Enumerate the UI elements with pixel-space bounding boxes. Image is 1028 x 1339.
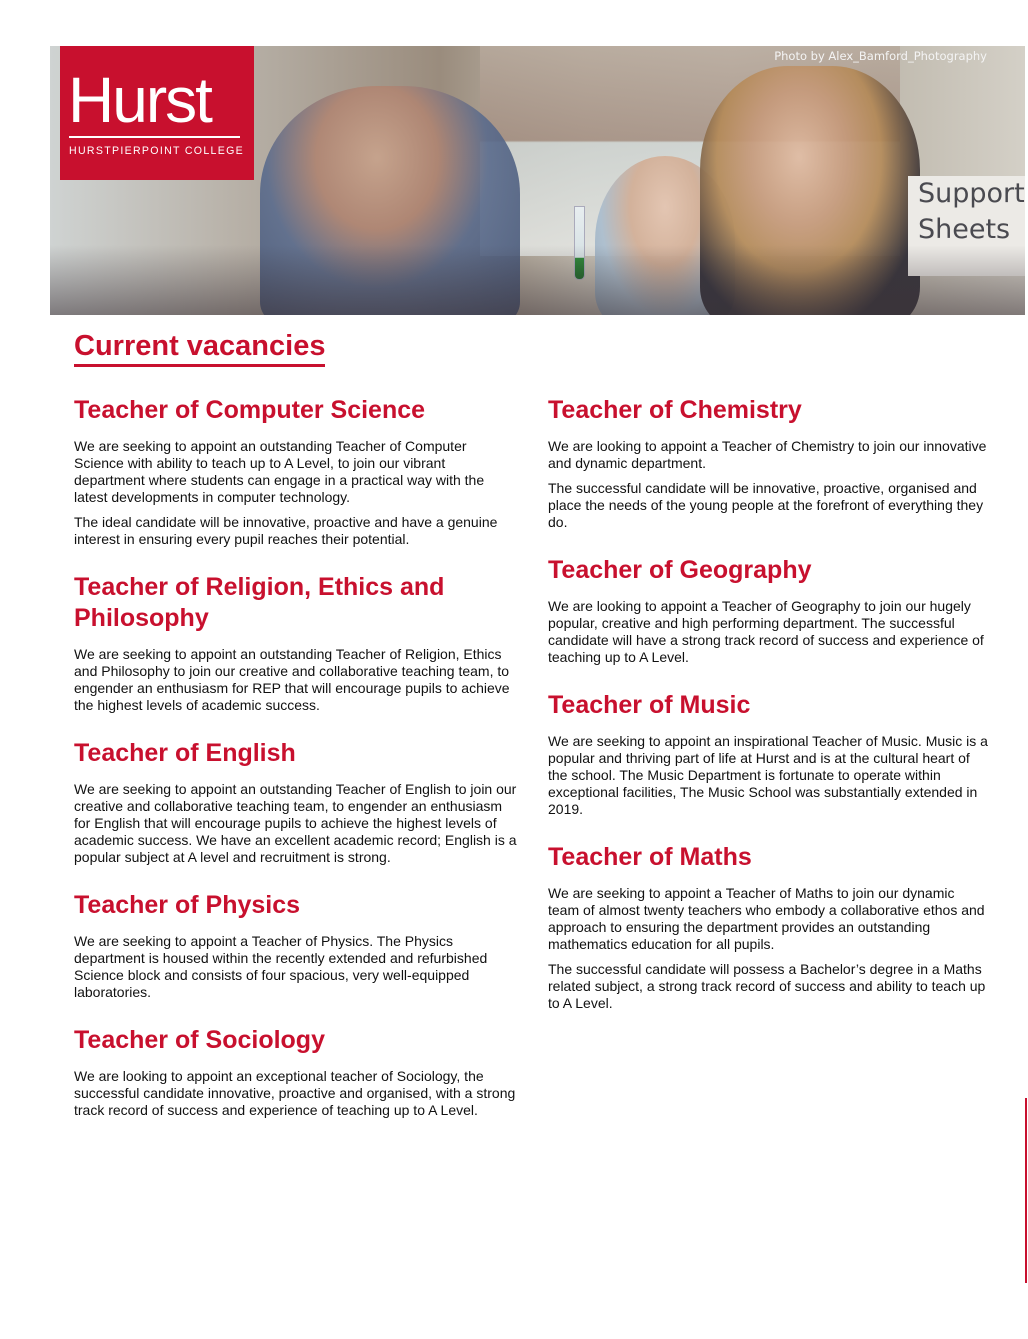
vacancy-text: We are looking to appoint an exceptional teacher of Sociology, the successful candidate innovative, proactive and organised, with a strong track record of success and experience of teaching up to A Level. — [74, 1068, 516, 1118]
vacancy-geography — [548, 555, 988, 666]
photo-credit: Photo by Alex_Bamford_Photography — [774, 49, 987, 63]
vacancy-maths — [548, 842, 988, 1012]
vacancy-text: The successful candidate will possess a Bachelor’s degree in a Maths related subject, a strong track record of success and ability to teach up to A Level. — [548, 961, 986, 1011]
right-column — [548, 395, 988, 1036]
vacancy-text: We are seeking to appoint an inspirational Teacher of Music. Music is a popular and thriving part of life at Hurst and is at the cultural heart of the school. The Music Department is fortunate to operate within exceptional facilities, The Music School was substantially extended in 2019. — [548, 733, 988, 817]
vacancy-title: Teacher of Geography — [548, 556, 812, 584]
vacancy-chemistry — [548, 395, 988, 531]
vacancy-title: Teacher of English — [74, 739, 296, 767]
vacancy-title: Teacher of Music — [548, 691, 751, 719]
vacancy-title: Teacher of Computer Science — [74, 396, 426, 424]
vacancy-music — [548, 690, 988, 818]
vacancy-text: We are seeking to appoint an outstanding Teacher of Religion, Ethics and Philosophy to join our creative and collaborative teaching team, to engender an enthusiasm for REP that will encourage pupils to achieve the highest levels of academic success. — [74, 646, 510, 713]
vacancy-text: We are looking to appoint a Teacher of Chemistry to join our innovative and dynamic department. — [548, 438, 987, 471]
vacancy-title: Teacher of Sociology — [74, 1026, 325, 1054]
vacancy-text: We are seeking to appoint an outstanding Teacher of Computer Science with ability to teach up to A Level, to join our vibrant department where students can engage in a practical way with the latest developments in computer technology. — [74, 438, 485, 505]
vacancy-text: We are seeking to appoint a Teacher of Maths to join our dynamic team of almost twenty teachers who embody a collaborative ethos and approach to ensuring the department provides an outstanding mathematics education for all pupils. — [548, 885, 985, 952]
vacancy-title: Teacher of Religion, Ethics and Philosophy — [74, 573, 445, 632]
vacancy-title: Teacher of Maths — [548, 843, 752, 871]
vacancy-text: We are seeking to appoint a Teacher of Physics. The Physics department is housed within the recently extended and refurbished Science block and consists of four spacious, very well-equipped laboratories. — [74, 933, 488, 1000]
vacancy-english — [74, 738, 519, 866]
sign-line-1: Support — [918, 178, 1025, 209]
logo-rule — [69, 136, 240, 138]
vacancy-text: We are seeking to appoint an outstanding Teacher of English to join our creative and collaborative teaching team, to engender an enthusiasm for English that will encourage pupils to achieve the highest levels of academic success. We have an excellent academic record; English is a popular subject at A level and recruitment is strong. — [74, 781, 517, 865]
vacancy-computer-science — [74, 395, 519, 548]
page-edge-accent — [1025, 1098, 1027, 1283]
vacancy-religion-ethics-philosophy — [74, 572, 519, 714]
vacancy-title: Teacher of Physics — [74, 891, 301, 919]
vacancy-text: The successful candidate will be innovative, proactive, organised and place the needs of the young people at the forefront of everything they do. — [548, 480, 984, 530]
vacancy-physics — [74, 890, 519, 1001]
vacancy-sociology — [74, 1025, 519, 1119]
logo-subtitle: HURSTPIERPOINT COLLEGE — [69, 145, 244, 157]
vacancy-text: We are looking to appoint a Teacher of Geography to join our hugely popular, creative and high performing department. The successful candidate will have a strong track record of success and experience of teaching up to A Level. — [548, 598, 984, 665]
logo-wordmark: Hurst — [68, 64, 211, 136]
page-title: Current vacancies — [74, 329, 325, 367]
photo-foreground — [50, 245, 1025, 315]
left-column — [74, 395, 519, 1143]
vacancy-title: Teacher of Chemistry — [548, 396, 802, 424]
vacancy-text: The ideal candidate will be innovative, proactive and have a genuine interest in ensuring every pupil reaches their potential. — [74, 514, 498, 547]
hero-photo — [50, 46, 1025, 315]
sign-line-2: Sheets — [918, 214, 1011, 245]
hurst-logo — [60, 46, 254, 180]
